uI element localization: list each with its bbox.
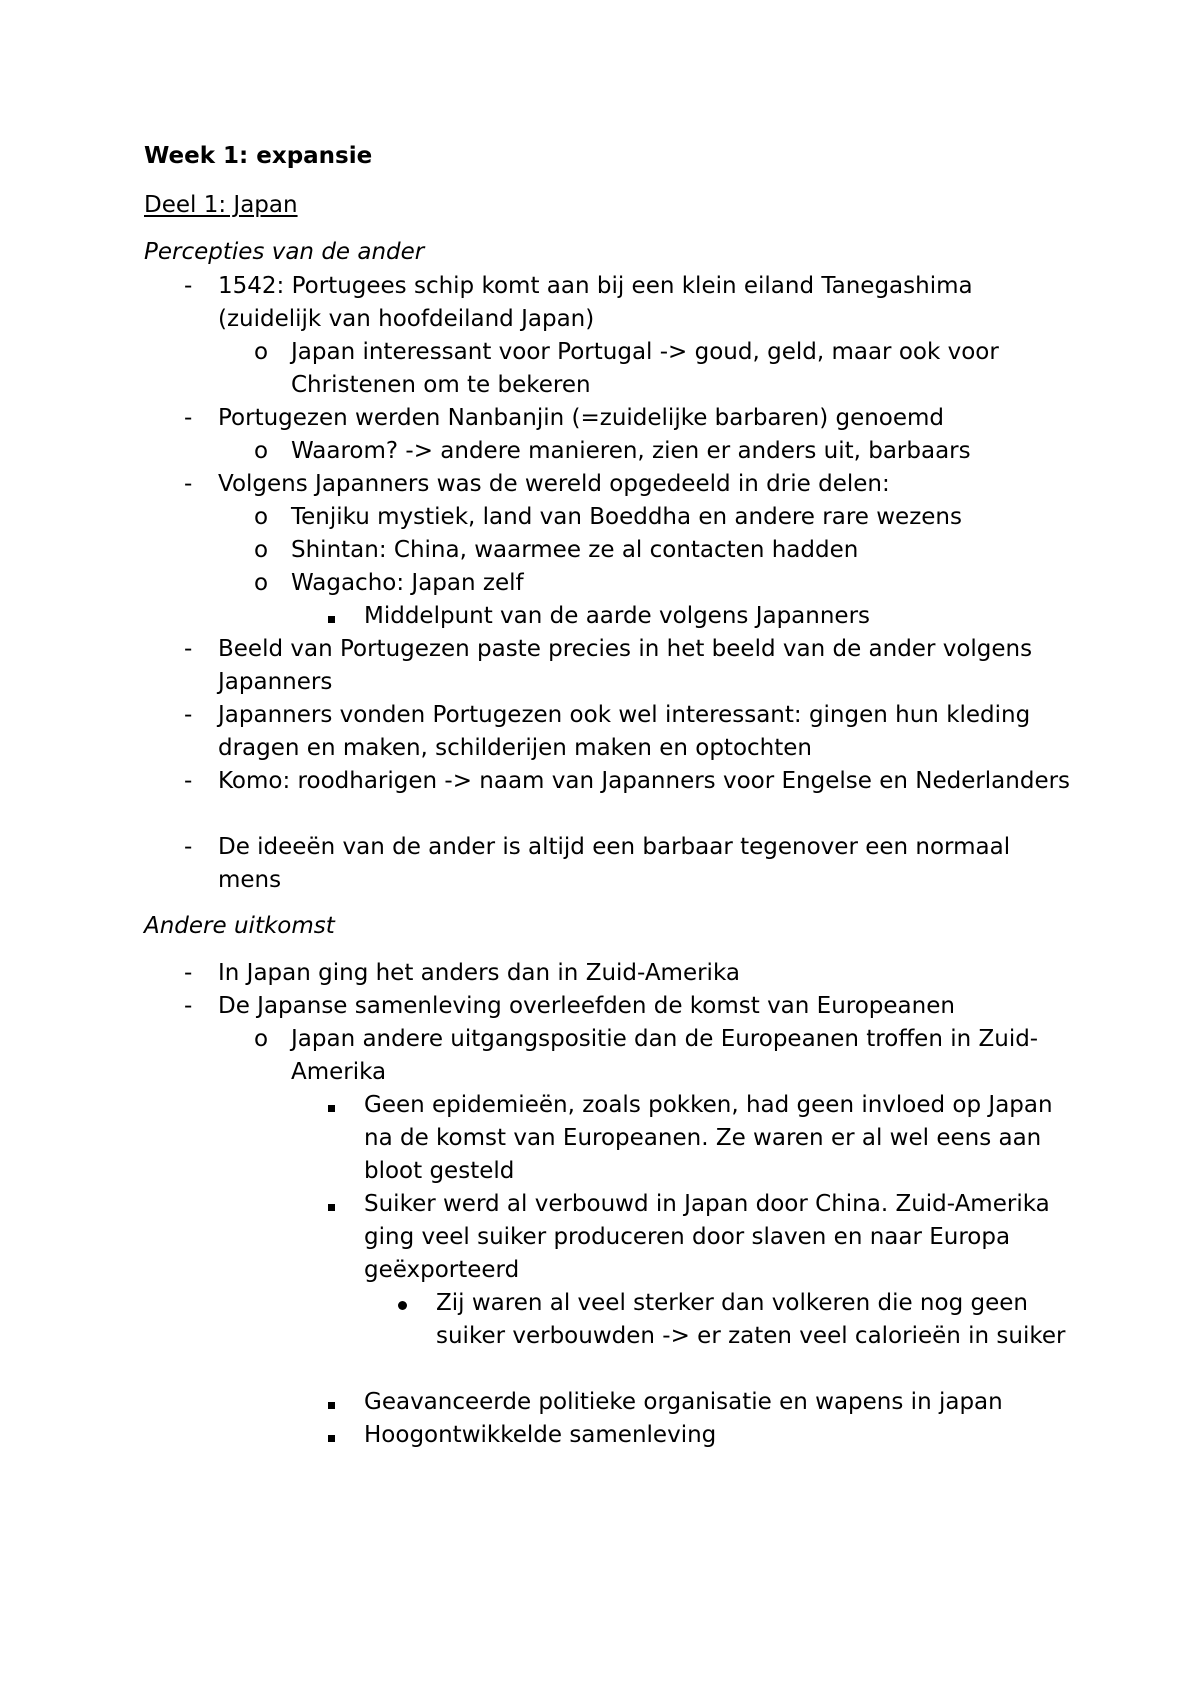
part-heading: Deel 1: Japan xyxy=(144,192,298,218)
dash-bullet: - xyxy=(184,993,193,1019)
square-bullet-icon xyxy=(328,1419,358,1452)
circle-bullet: o xyxy=(254,339,269,365)
square-bullet-icon xyxy=(328,1089,358,1122)
document-title: Week 1: expansie xyxy=(144,143,373,169)
list-item-text: 1542: Portugees schip komt aan bij een klein eiland Tanegashima (zuidelijk van hoofdeiland Japan) xyxy=(218,273,973,332)
round-bullet-icon xyxy=(398,1287,428,1320)
dash-bullet: - xyxy=(184,405,193,431)
dash-bullet: - xyxy=(184,768,193,794)
square-bullet-icon xyxy=(328,600,358,633)
list-item-text: Zij waren al veel sterker dan volkeren die nog geen suiker verbouwden -> er zaten veel calorieën in suiker xyxy=(436,1290,1066,1349)
list-item-text: Beeld van Portugezen paste precies in het beeld van de ander volgens Japanners xyxy=(218,636,1033,695)
square-bullet-icon xyxy=(328,1386,358,1419)
list-item-text: Komo: roodharigen -> naam van Japanners voor Engelse en Nederlanders xyxy=(218,768,1071,794)
section-heading-andere-uitkomst: Andere uitkomst xyxy=(144,913,335,939)
circle-bullet: o xyxy=(254,1026,269,1052)
circle-bullet: o xyxy=(254,570,269,596)
dash-bullet: - xyxy=(184,273,193,299)
list-item-text: Japan interessant voor Portugal -> goud, geld, maar ook voor Christenen om te bekeren xyxy=(291,339,999,398)
circle-bullet: o xyxy=(254,537,269,563)
list-item-text: In Japan ging het anders dan in Zuid-Amerika xyxy=(218,960,740,986)
list-item-text: Japan andere uitgangspositie dan de Europeanen troffen in Zuid-Amerika xyxy=(291,1026,1039,1085)
list-item-text: Hoogontwikkelde samenleving xyxy=(364,1422,717,1448)
list-item-text: Volgens Japanners was de wereld opgedeeld in drie delen: xyxy=(218,471,890,497)
dash-bullet: - xyxy=(184,471,193,497)
section-heading-percepties: Percepties van de ander xyxy=(144,239,425,265)
list-item-text: Japanners vonden Portugezen ook wel interessant: gingen hun kleding dragen en maken, schilderijen maken en optochten xyxy=(218,702,1031,761)
list-item-text: Waarom? -> andere manieren, zien er anders uit, barbaars xyxy=(291,438,971,464)
dash-bullet: - xyxy=(184,834,193,860)
list-item-text: Middelpunt van de aarde volgens Japanners xyxy=(364,603,871,629)
list-item-text: De Japanse samenleving overleefden de komst van Europeanen xyxy=(218,993,955,1019)
list-item-text: Tenjiku mystiek, land van Boeddha en andere rare wezens xyxy=(291,504,962,530)
list-item-text: Geen epidemieën, zoals pokken, had geen invloed op Japan na de komst van Europeanen. Ze waren er al wel eens aan bloot gesteld xyxy=(364,1092,1053,1184)
dash-bullet: - xyxy=(184,960,193,986)
circle-bullet: o xyxy=(254,504,269,530)
dash-bullet: - xyxy=(184,636,193,662)
list-item-text: Geavanceerde politieke organisatie en wapens in japan xyxy=(364,1389,1003,1415)
square-bullet-icon xyxy=(328,1188,358,1221)
list-item-text: Shintan: China, waarmee ze al contacten hadden xyxy=(291,537,859,563)
list-item-text: De ideeën van de ander is altijd een barbaar tegenover een normaal mens xyxy=(218,834,1011,893)
circle-bullet: o xyxy=(254,438,269,464)
dash-bullet: - xyxy=(184,702,193,728)
list-item-text: Suiker werd al verbouwd in Japan door China. Zuid-Amerika ging veel suiker produceren door slaven en naar Europa geëxporteerd xyxy=(364,1191,1050,1283)
list-item-text: Wagacho: Japan zelf xyxy=(291,570,524,596)
list-item-text: Portugezen werden Nanbanjin (=zuidelijke barbaren) genoemd xyxy=(218,405,945,431)
